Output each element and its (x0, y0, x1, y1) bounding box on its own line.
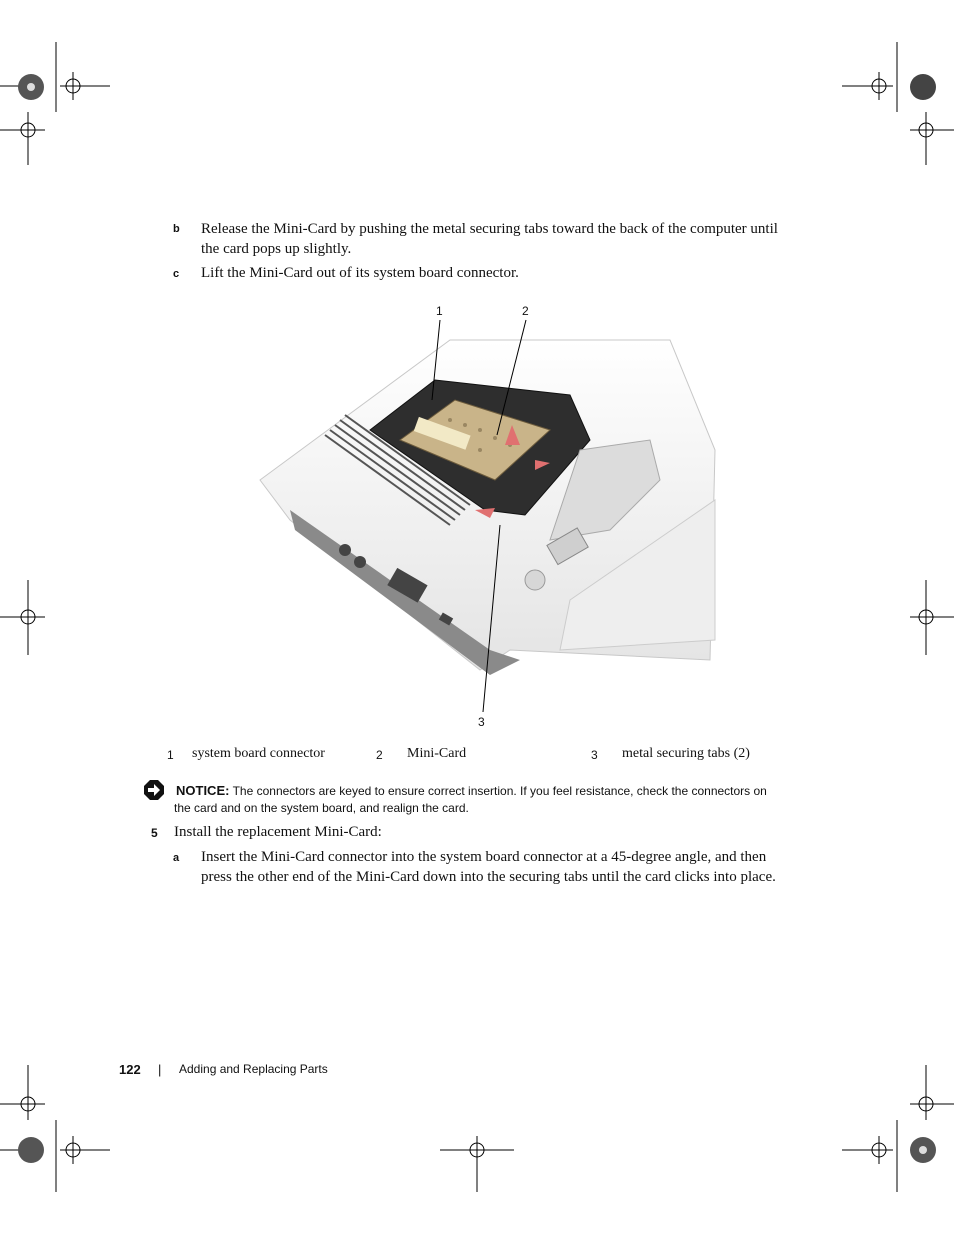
step-5-marker: 5 (151, 826, 158, 840)
step-c-text: Lift the Mini-Card out of its system board connector. (201, 265, 519, 281)
step-c-marker: c (173, 268, 180, 280)
notice-line1 (176, 782, 767, 800)
substep-a-marker: a (173, 852, 180, 864)
footer-section-title: Adding and Replacing Parts (179, 1062, 328, 1076)
legend-label-1: system board connector (192, 746, 325, 761)
laptop-illustration (250, 300, 720, 740)
step-b-text-line2: the card pops up slightly. (201, 241, 352, 257)
footer-separator: | (158, 1062, 162, 1077)
callout-2: 2 (522, 304, 529, 318)
notice-label: NOTICE: (176, 783, 230, 798)
legend-label-3: metal securing tabs (2) (622, 746, 750, 761)
legend-num-1: 1 (167, 748, 174, 762)
legend-num-3: 3 (591, 748, 598, 762)
mini-card-figure (250, 300, 720, 740)
substep-a-text-line2: press the other end of the Mini-Card down into the securing tabs until the card clicks into place. (201, 869, 776, 885)
legend-label-2: Mini-Card (407, 746, 467, 761)
step-b-text-line1: Release the Mini-Card by pushing the metal securing tabs toward the back of the computer until (201, 221, 778, 237)
substep-a-text-line1: Insert the Mini-Card connector into the system board connector at a 45-degree angle, and then (201, 849, 767, 865)
step-b-marker: b (173, 223, 180, 235)
page-number: 122 (119, 1062, 141, 1077)
legend-num-2: 2 (376, 748, 383, 762)
notice-icon (143, 779, 165, 801)
step-5-text: Install the replacement Mini-Card: (174, 824, 382, 840)
callout-3: 3 (478, 715, 485, 729)
notice-text-line1: The connectors are keyed to ensure correct insertion. If you feel resistance, check the connectors on (232, 784, 767, 798)
callout-1: 1 (436, 304, 443, 318)
notice-text-line2: the card and on the system board, and realign the card. (174, 801, 469, 815)
